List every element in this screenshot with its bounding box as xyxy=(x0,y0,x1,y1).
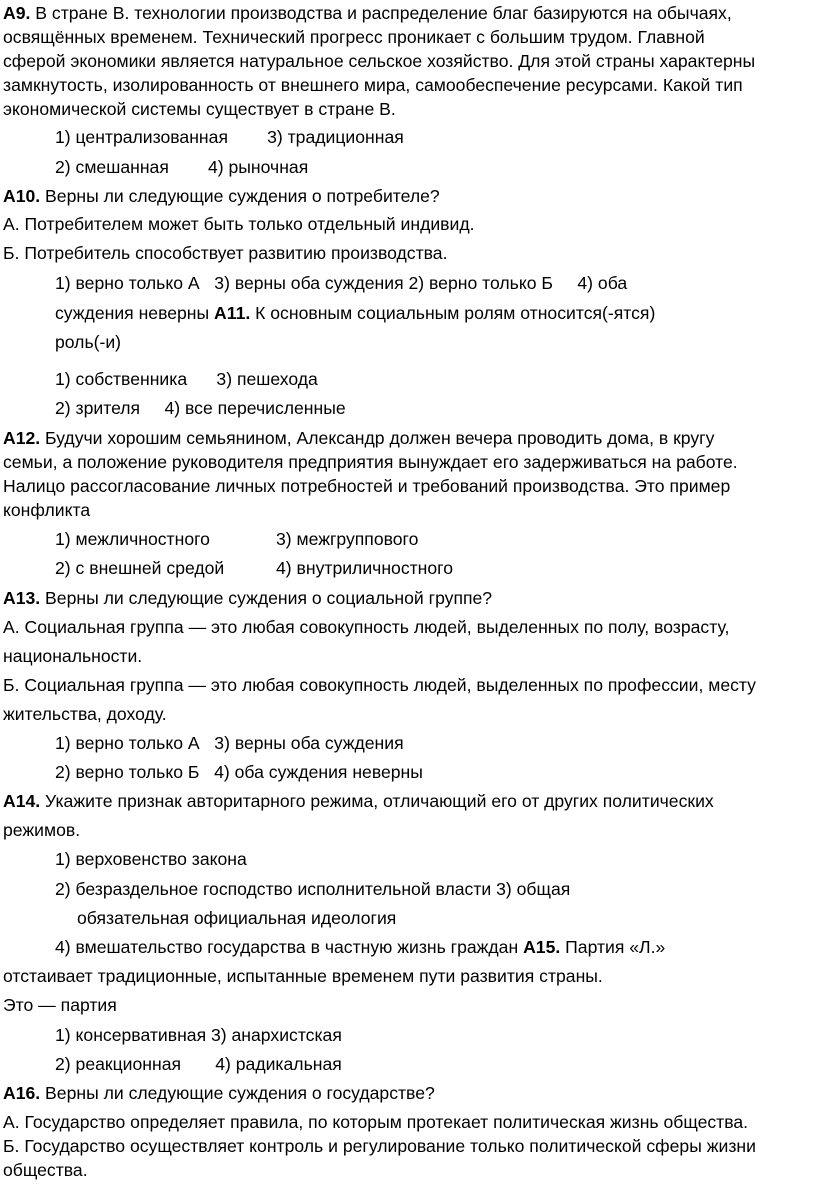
statement-a10-a: А. Потребителем может быть только отдельный индивид. xyxy=(3,214,475,234)
question-a11-line-2: роль(-и) xyxy=(55,332,122,352)
statement-a10-b: Б. Потребитель способствует развитию производства. xyxy=(3,243,448,263)
answer-option-a12-3: 3) межгруппового xyxy=(276,529,419,549)
question-a12-line-1: А12. Будучи хорошим семьянином, Александр должен вечера проводить дома, в кругу xyxy=(3,428,715,448)
answer-option-a14-1: 1) верховенство закона xyxy=(55,849,247,869)
answer-option-a14-4: 4) вмешательство государства в частную жизнь граждан xyxy=(55,937,524,957)
question-a15-line-1: 4) вмешательство государства в частную жизнь граждан А15. Партия «Л.» xyxy=(55,937,666,957)
question-a14-line-1: А14. Укажите признак авторитарного режима, отличающий его от других политических xyxy=(3,791,714,811)
question-a9-line-3: сферой экономики является натуральное сельское хозяйство. Для этой страны характерны xyxy=(3,51,756,71)
answer-options-a13-row-2: 2) верно только Б 4) оба суждения неверны xyxy=(55,762,423,782)
answer-options-a11-row-2: 2) зрителя 4) все перечисленные xyxy=(55,398,346,418)
answer-option-a12-2: 2) с внешней средой xyxy=(55,558,225,578)
question-number-a15: А15. xyxy=(523,937,561,957)
answer-options-a10-row-1: 1) верно только А 3) верны оба суждения 2) верно только Б 4) оба xyxy=(55,273,628,293)
question-number-a9: А9. xyxy=(3,3,31,23)
question-a11-line-1: суждения неверны А11. К основным социальным ролям относится(-ятся) xyxy=(55,303,656,323)
answer-options-a10-row-2: суждения неверны xyxy=(55,303,215,323)
question-a13: А13. Верны ли следующие суждения о социальной группе? xyxy=(3,588,493,608)
answer-options-a15-row-1: 1) консервативная 3) анархистская xyxy=(55,1025,342,1045)
statement-a13-b-line-1: Б. Социальная группа — это любая совокупность людей, выделенных по профессии, месту xyxy=(3,675,756,695)
question-number-a16: А16. xyxy=(3,1083,41,1103)
question-a14-line-2: режимов. xyxy=(3,820,81,840)
question-a9-line-5: экономической системы существует в стране В. xyxy=(3,99,396,119)
question-a9-line-2: освящённых временем. Технический прогресс проникает с большим трудом. Главной xyxy=(3,27,705,47)
question-a12-line-3: Налицо рассогласование личных потребностей и требований производства. Это пример xyxy=(3,476,731,496)
question-a9-line-4: замкнутость, изолированность от внешнего мира, самообеспечение ресурсами. Какой тип xyxy=(3,75,743,95)
answer-options-a9-row-2: 2) смешанная 4) рыночная xyxy=(55,157,309,177)
question-a10: А10. Верны ли следующие суждения о потребителе? xyxy=(3,186,440,206)
question-a9-line-1: А9. В стране В. технологии производства и распределение благ базируются на обычаях, xyxy=(3,3,732,23)
question-a12-line-2: семьи, а положение руководителя предприятия вынуждает его задерживаться на работе. xyxy=(3,452,738,472)
answer-options-a15-row-2: 2) реакционная 4) радикальная xyxy=(55,1054,342,1074)
statement-a16-b-line-1: Б. Государство осуществляет контроль и регулирование только политической сферы жизни xyxy=(3,1136,756,1156)
statement-a13-b-line-2: жительства, доходу. xyxy=(3,704,167,724)
statement-a13-a-line-2: национальности. xyxy=(3,646,143,666)
answer-option-a12-4: 4) внутриличностного xyxy=(276,558,453,578)
answer-option-a12-1: 1) межличностного xyxy=(55,529,210,549)
question-a16: А16. Верны ли следующие суждения о государстве? xyxy=(3,1083,435,1103)
statement-a16-b-line-2: общества. xyxy=(3,1160,88,1180)
question-a15-line-3: Это — партия xyxy=(3,995,117,1015)
question-number-a10: А10. xyxy=(3,186,41,206)
statement-a16-a: А. Государство определяет правила, по которым протекает политическая жизнь общества. xyxy=(3,1112,749,1132)
statement-a13-a-line-1: А. Социальная группа — это любая совокупность людей, выделенных по полу, возрасту, xyxy=(3,617,730,637)
answer-options-a11-row-1: 1) собственника 3) пешехода xyxy=(55,369,318,389)
answer-options-a13-row-1: 1) верно только А 3) верны оба суждения xyxy=(55,733,404,753)
question-number-a14: А14. xyxy=(3,791,41,811)
question-a12-line-4: конфликта xyxy=(3,500,91,520)
answer-option-a14-3-cont: обязательная официальная идеология xyxy=(77,908,397,928)
question-number-a11: А11. xyxy=(214,303,251,323)
answer-option-a14-2: 2) безраздельное господство исполнительной власти 3) общая xyxy=(55,879,571,899)
question-a15-line-2: отстаивает традиционные, испытанные временем пути развития страны. xyxy=(3,966,603,986)
question-number-a13: А13. xyxy=(3,588,41,608)
question-number-a12: А12. xyxy=(3,428,41,448)
answer-options-a9-row-1: 1) централизованная 3) традиционная xyxy=(55,127,404,147)
